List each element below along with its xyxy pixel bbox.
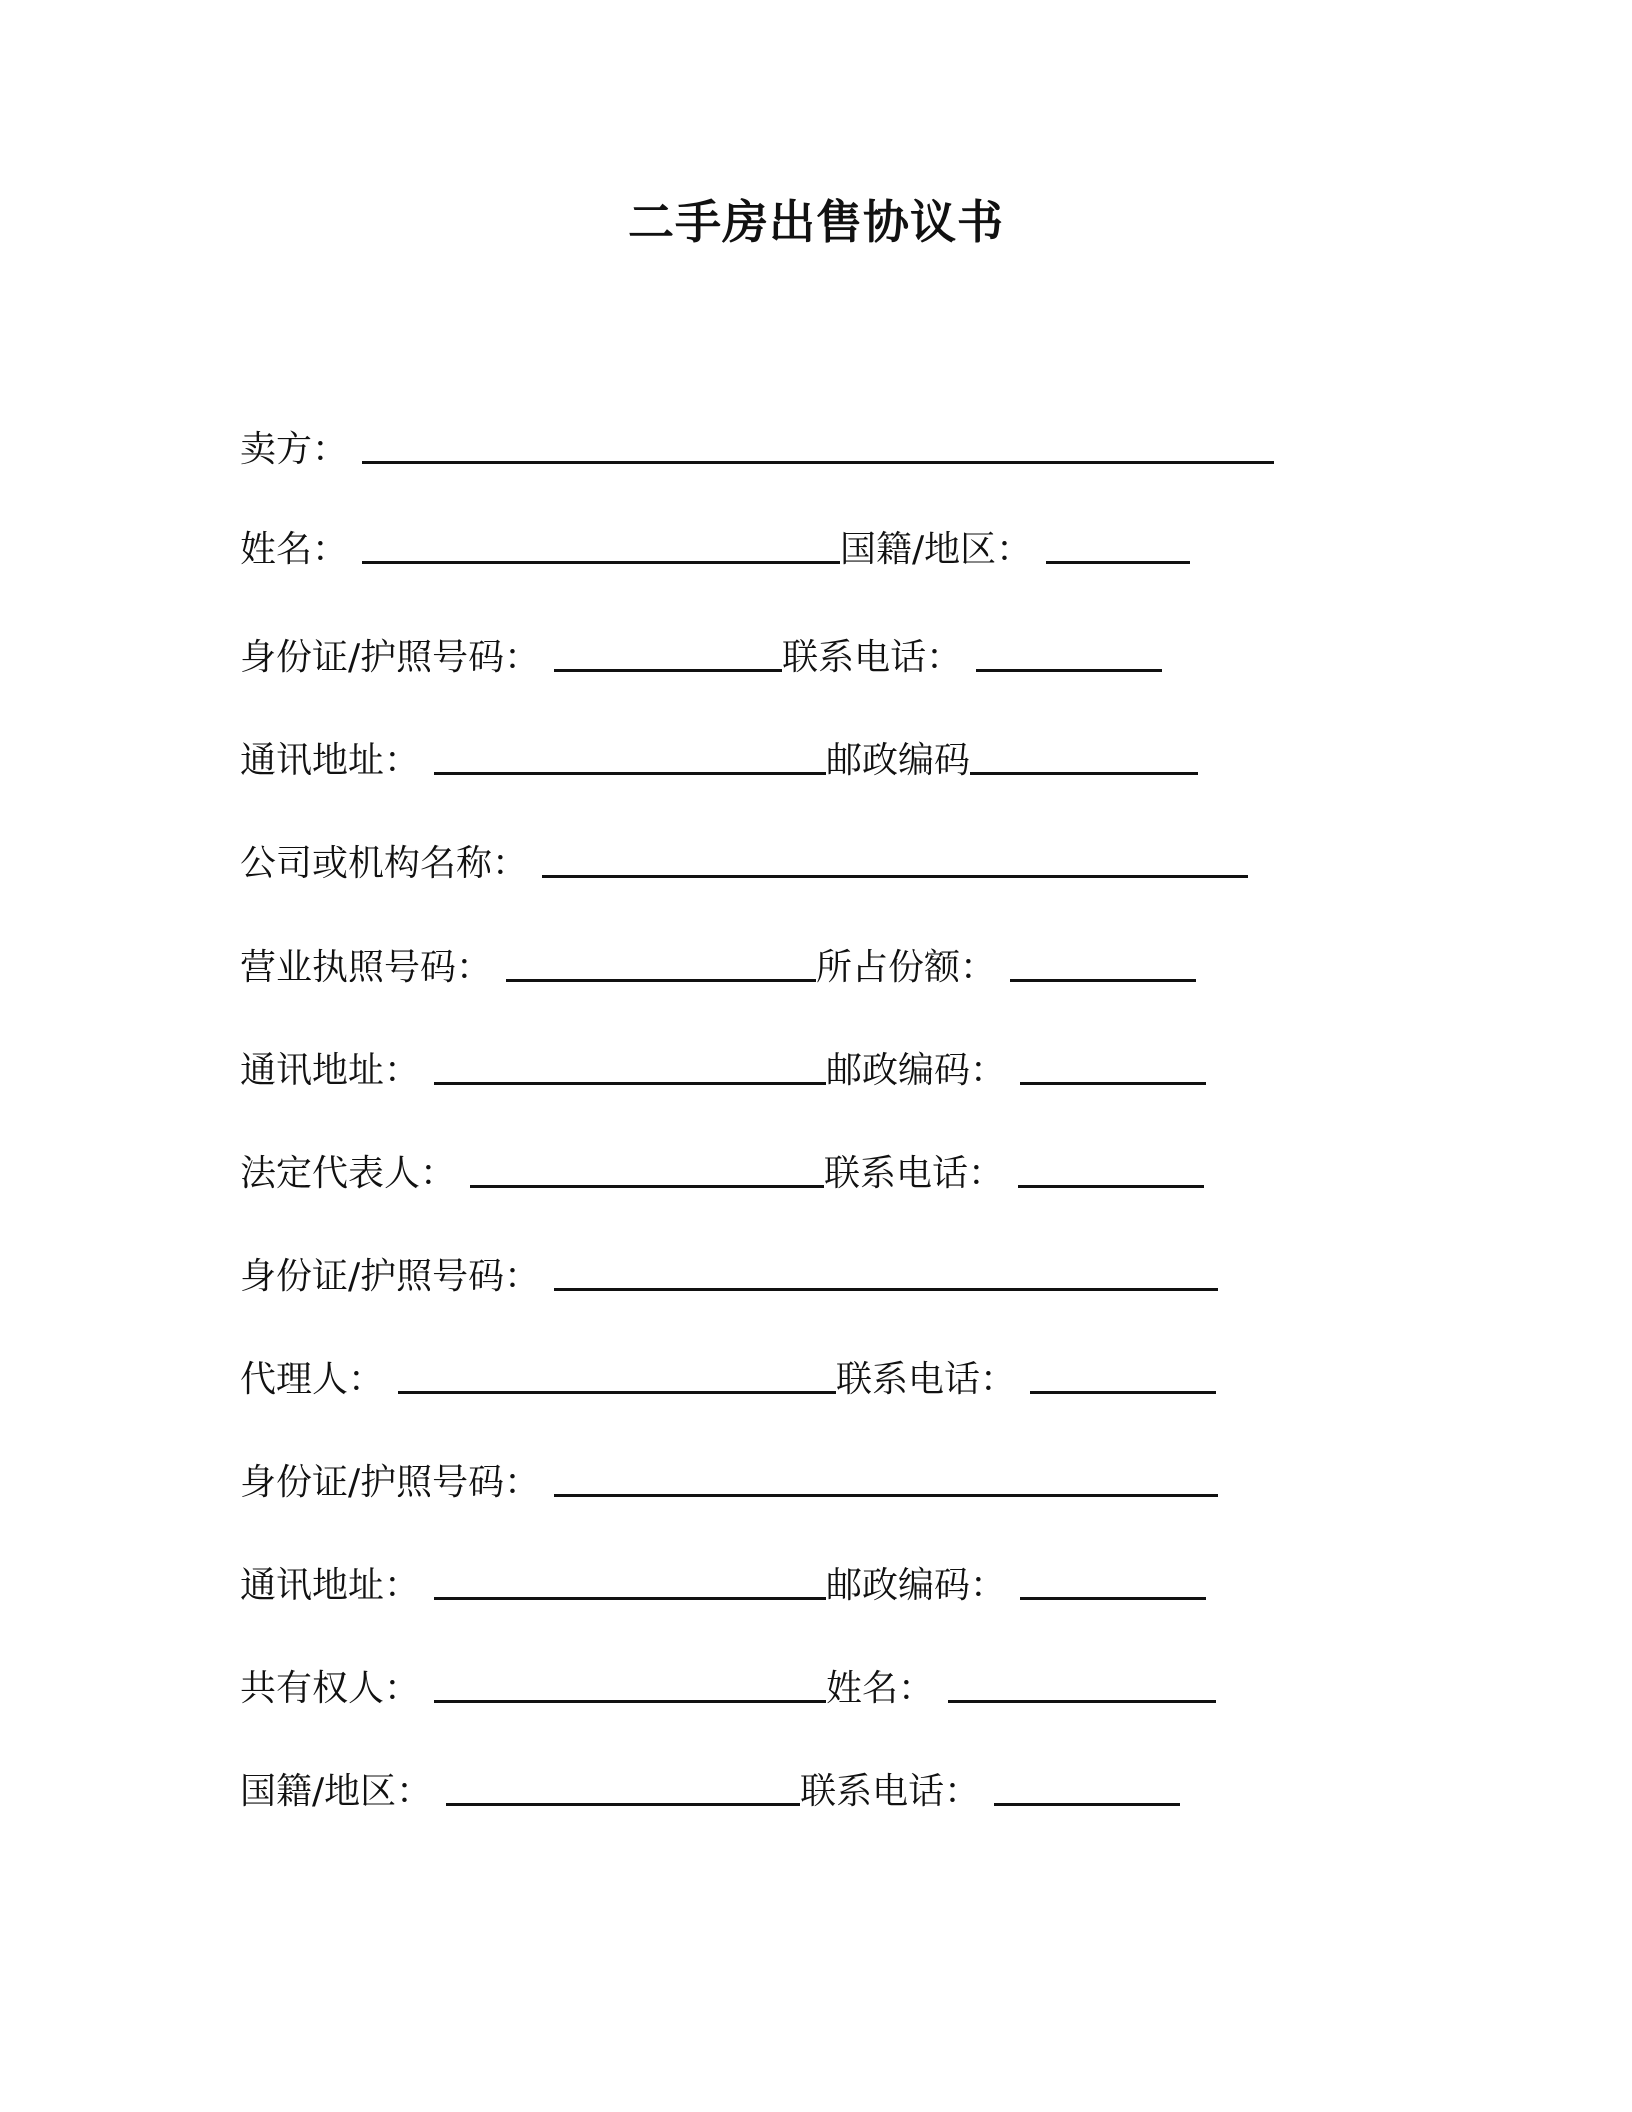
share-blank[interactable] bbox=[1010, 973, 1196, 982]
address-blank[interactable] bbox=[434, 766, 826, 775]
field-label: 身份证/护照号码： bbox=[240, 1462, 541, 1503]
postcode-blank[interactable] bbox=[1020, 1076, 1206, 1085]
field-label: 通讯地址： bbox=[240, 1050, 421, 1091]
field-label: 联系电话： bbox=[800, 1771, 981, 1812]
form-row-nationality-phone bbox=[240, 1764, 1180, 1816]
field-label: 联系电话： bbox=[824, 1153, 1005, 1194]
form-row-name-nationality bbox=[240, 522, 1190, 574]
field-label: 身份证/护照号码： bbox=[240, 637, 541, 678]
form-row-agent-phone bbox=[240, 1352, 1216, 1404]
co-owner-blank[interactable] bbox=[434, 1694, 826, 1703]
field-label: 邮政编码： bbox=[826, 1565, 1007, 1606]
field-label: 邮政编码： bbox=[826, 1050, 1007, 1091]
seller-blank[interactable] bbox=[362, 455, 1274, 464]
address-blank[interactable] bbox=[434, 1076, 826, 1085]
id-number-blank[interactable] bbox=[554, 1282, 1218, 1291]
form-row-license-share bbox=[240, 940, 1196, 992]
legal-rep-blank[interactable] bbox=[470, 1179, 824, 1188]
form-row-address-postcode bbox=[240, 733, 1198, 785]
form-row-legal-rep-phone bbox=[240, 1146, 1204, 1198]
agent-blank[interactable] bbox=[398, 1385, 836, 1394]
field-label: 姓名： bbox=[240, 529, 349, 570]
field-label: 营业执照号码： bbox=[240, 947, 493, 988]
id-number-blank[interactable] bbox=[554, 663, 782, 672]
phone-blank[interactable] bbox=[1030, 1385, 1216, 1394]
id-number-blank[interactable] bbox=[554, 1488, 1218, 1497]
name-blank[interactable] bbox=[362, 555, 840, 564]
form-row-id bbox=[240, 1249, 1218, 1301]
form-row-address-postcode bbox=[240, 1558, 1206, 1610]
field-label: 法定代表人： bbox=[240, 1153, 457, 1194]
field-label: 代理人： bbox=[240, 1359, 385, 1400]
phone-blank[interactable] bbox=[976, 663, 1162, 672]
field-label: 国籍/地区： bbox=[240, 1771, 433, 1812]
phone-blank[interactable] bbox=[994, 1797, 1180, 1806]
nationality-blank[interactable] bbox=[446, 1797, 800, 1806]
address-blank[interactable] bbox=[434, 1591, 826, 1600]
form-row-seller bbox=[240, 422, 1274, 474]
nationality-blank[interactable] bbox=[1046, 555, 1190, 564]
field-label: 国籍/地区： bbox=[840, 529, 1033, 570]
form-row-id-phone bbox=[240, 630, 1162, 682]
field-label: 姓名： bbox=[826, 1668, 935, 1709]
field-label: 共有权人： bbox=[240, 1668, 421, 1709]
field-label: 公司或机构名称： bbox=[240, 843, 529, 884]
postcode-blank[interactable] bbox=[1020, 1591, 1206, 1600]
field-label: 身份证/护照号码： bbox=[240, 1256, 541, 1297]
form-row-id bbox=[240, 1455, 1218, 1507]
field-label: 联系电话： bbox=[782, 637, 963, 678]
license-blank[interactable] bbox=[506, 973, 816, 982]
field-label: 联系电话： bbox=[836, 1359, 1017, 1400]
company-blank[interactable] bbox=[542, 869, 1248, 878]
postcode-blank[interactable] bbox=[970, 766, 1198, 775]
field-label: 通讯地址： bbox=[240, 740, 421, 781]
document-title: 二手房出售协议书 bbox=[628, 195, 1004, 249]
field-label: 卖方： bbox=[240, 429, 349, 470]
field-label: 所占份额： bbox=[816, 947, 997, 988]
name-blank[interactable] bbox=[948, 1694, 1216, 1703]
form-row-company bbox=[240, 836, 1248, 888]
form-row-co-owner-name bbox=[240, 1661, 1216, 1713]
field-label: 邮政编码 bbox=[826, 740, 971, 781]
form-row-address-postcode bbox=[240, 1043, 1206, 1095]
phone-blank[interactable] bbox=[1018, 1179, 1204, 1188]
field-label: 通讯地址： bbox=[240, 1565, 421, 1606]
